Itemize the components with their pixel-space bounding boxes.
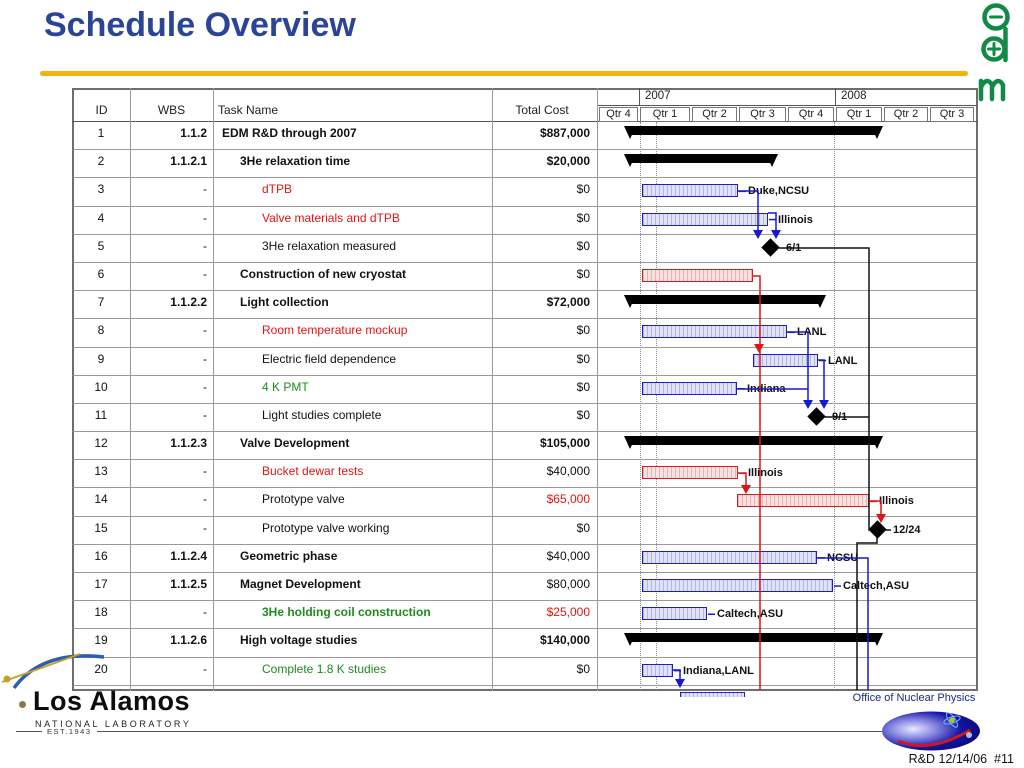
gantt-task-bar <box>753 354 818 367</box>
task-name: Geometric phase <box>240 548 338 563</box>
task-id: 6 <box>97 266 105 281</box>
task-name: Prototype valve <box>262 492 345 507</box>
gantt-gridline <box>834 122 835 690</box>
gantt-bar-label: LANL <box>797 326 827 339</box>
task-wbs: 1.1.2.6 <box>170 633 207 648</box>
row-divider <box>73 375 976 376</box>
task-wbs: - <box>203 182 207 197</box>
task-id: 20 <box>94 661 108 676</box>
task-name: 3He relaxation time <box>240 154 351 169</box>
task-id: 19 <box>94 633 108 648</box>
row-divider <box>73 290 976 291</box>
row-divider <box>73 177 976 178</box>
task-id: 2 <box>97 154 105 169</box>
gantt-bar-label: Illinois <box>748 467 783 480</box>
gantt-task-bar <box>642 325 787 338</box>
gantt-summary-end-cap <box>766 154 778 167</box>
task-cost: $0 <box>576 323 590 338</box>
gantt-summary-end-cap <box>871 436 883 449</box>
task-cost: $0 <box>576 407 590 422</box>
task-cost: $72,000 <box>546 295 590 310</box>
gantt-summary-bar <box>630 126 877 135</box>
gantt-summary-start-cap <box>624 154 636 167</box>
task-cost: $40,000 <box>546 464 590 479</box>
task-wbs: - <box>203 605 207 620</box>
year-divider <box>639 88 640 105</box>
task-cost: $887,000 <box>539 126 590 140</box>
task-wbs: - <box>203 661 207 676</box>
row-divider <box>73 206 976 207</box>
gantt-bar-label: Illinois <box>778 213 813 226</box>
column-header-id: ID <box>95 103 108 117</box>
gantt-bar-label: LANL <box>828 354 858 367</box>
task-id: 8 <box>97 323 105 338</box>
milestone-label: 6/1 <box>786 241 802 254</box>
row-divider <box>73 600 976 601</box>
task-cost: $65,000 <box>546 492 590 507</box>
column-header-wbs: WBS <box>157 103 186 117</box>
row-divider <box>73 149 976 150</box>
task-name: Bucket dewar tests <box>262 464 364 479</box>
gantt-task-bar <box>680 692 745 697</box>
column-header-task-name: Task Name <box>218 103 279 117</box>
task-cost: $0 <box>576 379 590 394</box>
task-wbs: - <box>203 266 207 281</box>
task-name: Room temperature mockup <box>262 323 408 338</box>
task-id: 13 <box>94 464 108 479</box>
quarter-cell: Qtr 2 <box>884 107 928 122</box>
gantt-gridline <box>656 122 657 690</box>
task-id: 7 <box>97 295 105 310</box>
task-wbs: 1.1.2.5 <box>170 577 207 592</box>
row-divider <box>73 318 976 319</box>
task-id: 4 <box>97 210 105 225</box>
row-divider <box>73 544 976 545</box>
task-name: Prototype valve working <box>262 520 390 535</box>
row-divider <box>73 431 976 432</box>
task-wbs: - <box>203 520 207 535</box>
quarter-cell: Qtr 1 <box>640 107 690 122</box>
task-wbs: 1.1.2.2 <box>170 295 207 310</box>
gantt-task-bar <box>642 579 833 592</box>
gantt-task-bar <box>642 382 737 395</box>
row-divider <box>73 234 976 235</box>
row-divider <box>73 459 976 460</box>
edm-experiment-logo <box>971 2 1021 102</box>
task-id: 9 <box>97 351 105 366</box>
nuclear-physics-globe-logo <box>880 710 982 752</box>
task-wbs: - <box>203 492 207 507</box>
gantt-summary-end-cap <box>871 126 883 139</box>
task-name: Electric field dependence <box>262 351 397 366</box>
quarter-cell: Qtr 1 <box>836 107 882 122</box>
task-id: 5 <box>97 238 105 253</box>
task-wbs: 1.1.2.4 <box>170 548 207 563</box>
office-of-nuclear-physics-label: Office of Nuclear Physics <box>852 692 976 704</box>
gantt-task-bar <box>642 664 673 677</box>
row-divider <box>73 487 976 488</box>
gantt-bar-label: NCSU <box>827 551 859 564</box>
gantt-bar-label: Caltech,ASU <box>717 608 784 621</box>
task-wbs: 1.1.2.1 <box>170 154 207 169</box>
task-name: 3He relaxation measured <box>262 238 397 253</box>
task-name: Valve materials and dTPB <box>262 210 400 225</box>
gantt-summary-bar <box>630 154 772 163</box>
gantt-task-bar <box>642 213 768 226</box>
task-name: EDM R&D through 2007 <box>222 126 357 140</box>
gantt-summary-bar <box>630 633 877 642</box>
row-divider <box>73 572 976 573</box>
task-id: 11 <box>94 407 108 422</box>
task-cost: $0 <box>576 182 590 197</box>
year-label-2007: 2007 <box>645 90 671 102</box>
task-cost: $25,000 <box>546 605 590 620</box>
slide-reference: R&D 12/14/06 #11 <box>908 752 1014 766</box>
task-id: 12 <box>94 436 108 451</box>
task-id: 15 <box>94 520 108 535</box>
task-id: 18 <box>94 605 108 620</box>
gantt-task-bar <box>642 551 817 564</box>
gantt-summary-start-cap <box>624 633 636 646</box>
task-cost: $105,000 <box>539 436 590 451</box>
gantt-bar-label: Indiana,LANL <box>683 664 754 677</box>
gantt-summary-bar <box>630 295 820 304</box>
gantt-task-bar <box>642 269 753 282</box>
task-id: 14 <box>94 492 108 507</box>
quarter-cell: Qtr 4 <box>788 107 834 122</box>
task-name: Construction of new cryostat <box>240 266 407 281</box>
task-name: Complete 1.8 K studies <box>262 661 387 676</box>
task-wbs: 1.1.2.3 <box>170 436 207 451</box>
task-id: 1 <box>97 126 105 140</box>
task-wbs: - <box>203 238 207 253</box>
gantt-bar-label: Indiana <box>747 382 786 395</box>
quarter-cell: Qtr 3 <box>930 107 974 122</box>
task-wbs: - <box>203 351 207 366</box>
task-cost: $40,000 <box>546 548 590 563</box>
task-name: Light collection <box>240 295 329 310</box>
task-name: 4 K PMT <box>262 379 309 394</box>
task-cost: $0 <box>576 661 590 676</box>
task-name: dTPB <box>262 182 293 197</box>
year-label-2008: 2008 <box>841 90 867 102</box>
gantt-task-bar <box>642 607 707 620</box>
task-wbs: 1.1.2 <box>180 126 207 140</box>
gantt-bar-label: Duke,NCSU <box>748 185 810 198</box>
task-name: High voltage studies <box>240 633 358 648</box>
gantt-summary-end-cap <box>871 633 883 646</box>
row-divider <box>73 347 976 348</box>
gantt-summary-bar <box>630 436 877 445</box>
task-wbs: - <box>203 464 207 479</box>
gantt-gridline <box>640 122 641 690</box>
task-cost: $0 <box>576 210 590 225</box>
task-cost: $0 <box>576 266 590 281</box>
task-wbs: - <box>203 379 207 394</box>
task-name: Magnet Development <box>240 577 361 592</box>
year-divider <box>835 88 836 105</box>
row-divider <box>73 628 976 629</box>
task-name: Valve Development <box>240 436 350 451</box>
gantt-task-bar <box>642 466 738 479</box>
gantt-bar-label: Illinois <box>879 495 914 508</box>
gantt-summary-start-cap <box>624 436 636 449</box>
row-divider <box>73 403 976 404</box>
task-id: 17 <box>94 577 108 592</box>
quarter-cell: Qtr 4 <box>599 107 638 122</box>
quarter-cell: Qtr 2 <box>692 107 737 122</box>
task-id: 10 <box>94 379 108 394</box>
gantt-summary-start-cap <box>624 126 636 139</box>
task-cost: $140,000 <box>539 633 590 648</box>
task-cost: $80,000 <box>546 577 590 592</box>
task-name: 3He holding coil construction <box>262 605 431 620</box>
milestone-label: 12/24 <box>893 523 921 536</box>
task-cost: $20,000 <box>546 154 590 169</box>
gantt-task-bar <box>642 184 738 197</box>
est-line-right <box>97 731 888 732</box>
est-line-left <box>16 731 42 732</box>
lanl-est-line <box>16 727 888 736</box>
column-header-total-cost: Total Cost <box>515 103 569 117</box>
title-underline <box>40 71 968 76</box>
est-text: EST.1943 <box>47 727 92 736</box>
lanl-bullet <box>19 701 26 708</box>
task-id: 16 <box>94 548 108 563</box>
task-wbs: - <box>203 323 207 338</box>
gantt-bar-label: Caltech,ASU <box>843 580 910 593</box>
lanl-logo-name: Los Alamos <box>33 686 191 716</box>
gantt-summary-start-cap <box>624 295 636 308</box>
task-name: Light studies complete <box>262 407 382 422</box>
task-wbs: - <box>203 210 207 225</box>
task-cost: $0 <box>576 238 590 253</box>
task-cost: $0 <box>576 351 590 366</box>
gantt-task-bar <box>737 494 869 507</box>
task-id: 3 <box>97 182 105 197</box>
page-title: Schedule Overview <box>44 6 356 44</box>
quarter-cell: Qtr 3 <box>739 107 786 122</box>
row-divider <box>73 516 976 517</box>
lanl-logo-subtitle: NATIONAL LABORATORY <box>35 719 192 729</box>
gantt-summary-end-cap <box>814 295 826 308</box>
milestone-label: 9/1 <box>832 410 848 423</box>
row-divider <box>73 685 976 686</box>
row-divider <box>73 262 976 263</box>
chart-header-divider <box>598 105 977 106</box>
task-wbs: - <box>203 407 207 422</box>
row-divider <box>73 657 976 658</box>
task-cost: $0 <box>576 520 590 535</box>
